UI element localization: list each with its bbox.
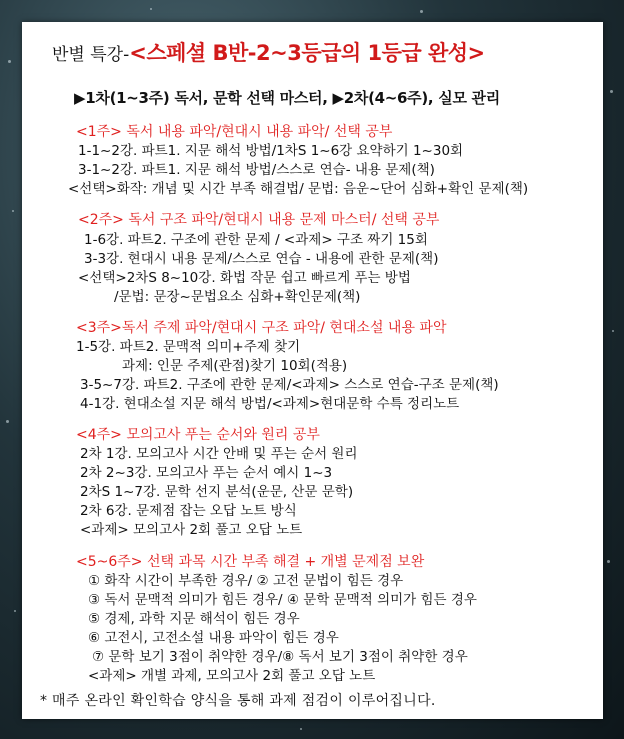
section-heading: <5~6주> 선택 과목 시간 부족 해결 + 개별 문제점 보완 — [76, 554, 425, 570]
section-line: ③ 독서 문맥적 의미가 힘든 경우/ ④ 문학 문맥적 의미가 힘든 경우 — [88, 592, 477, 608]
section-line: 과제: 인문 주제(관점)찾기 10회(적용) — [122, 358, 348, 374]
section-line: ⑥ 고전시, 고전소설 내용 파악이 힘든 경우 — [88, 630, 339, 646]
section-line: ⑤ 경제, 과학 지문 해석이 힘든 경우 — [88, 611, 300, 627]
section-line: /문법: 문장~문법요소 심화+확인문제(책) — [114, 289, 361, 305]
section-line: <선택>2차S 8~10강. 화법 작문 쉽고 빠르게 푸는 방법 — [78, 270, 411, 286]
section-line: 3-3강. 현대시 내용 문제/스스로 연습 - 내용에 관한 문제(책) — [84, 251, 439, 267]
page-title — [52, 40, 485, 69]
section-line: 1-6강. 파트2. 구조에 관한 문제 / <과제> 구조 짜기 15회 — [84, 232, 428, 248]
section-line: 1-5강. 파트2. 문맥적 의미+주제 찾기 — [76, 339, 301, 355]
title-main: <스페셜 B반-2~3등급의 1등급 완성> — [129, 41, 485, 65]
notice-card — [22, 22, 603, 719]
footer-note: * 매주 온라인 확인학습 양식을 통해 과제 점검이 이루어집니다. — [40, 693, 436, 709]
section-line: 4-1강. 현대소설 지문 해석 방법/<과제>현대문학 수특 정리노트 — [80, 396, 460, 412]
section-line: 2차 2~3강. 모의고사 푸는 순서 예시 1~3 — [80, 465, 333, 481]
section-line: 2차 1강. 모의고사 시간 안배 및 푸는 순서 원리 — [80, 446, 358, 462]
section-line: 2차S 1~7강. 문학 선지 분석(운문, 산문 문학) — [80, 484, 354, 500]
section-line: 2차 6강. 문제점 잡는 오답 노트 방식 — [80, 503, 297, 519]
subtitle: ▶1차(1~3주) 독서, 문학 선택 마스터, ▶2차(4~6주), 실모 관리 — [74, 89, 500, 107]
section-line: <과제> 모의고사 2회 풀고 오답 노트 — [80, 522, 303, 538]
section-line: 3-5~7강. 파트2. 구조에 관한 문제/<과제> 스스로 연습-구조 문제(책) — [80, 377, 499, 393]
section-line: ⑦ 문학 보기 3점이 취약한 경우/⑧ 독서 보기 3점이 취약한 경우 — [92, 649, 468, 665]
section-line: ① 화작 시간이 부족한 경우/ ② 고전 문법이 힘든 경우 — [88, 573, 404, 589]
section-heading: <3주>독서 주제 파악/현대시 구조 파악/ 현대소설 내용 파악 — [76, 320, 447, 336]
title-prefix: 반별 특강- — [52, 45, 130, 65]
section-heading: <2주> 독서 구조 파악/현대시 내용 문제 마스터/ 선택 공부 — [78, 212, 440, 228]
section-line: 3-1~2강. 파트1. 지문 해석 방법/스스로 연습- 내용 문제(책) — [78, 162, 435, 178]
section-heading: <1주> 독서 내용 파악/현대시 내용 파악/ 선택 공부 — [76, 124, 393, 140]
section-line: 1-1~2강. 파트1. 지문 해석 방법/1차S 1~6강 요약하기 1~30회 — [78, 143, 464, 159]
section-line: <과제> 개별 과제, 모의고사 2회 풀고 오답 노트 — [88, 668, 376, 684]
section-line: <선택>화작: 개념 및 시간 부족 해결법/ 문법: 음운~단어 심화+확인 문제(책) — [68, 181, 529, 197]
section-heading: <4주> 모의고사 푸는 순서와 원리 공부 — [76, 427, 320, 443]
